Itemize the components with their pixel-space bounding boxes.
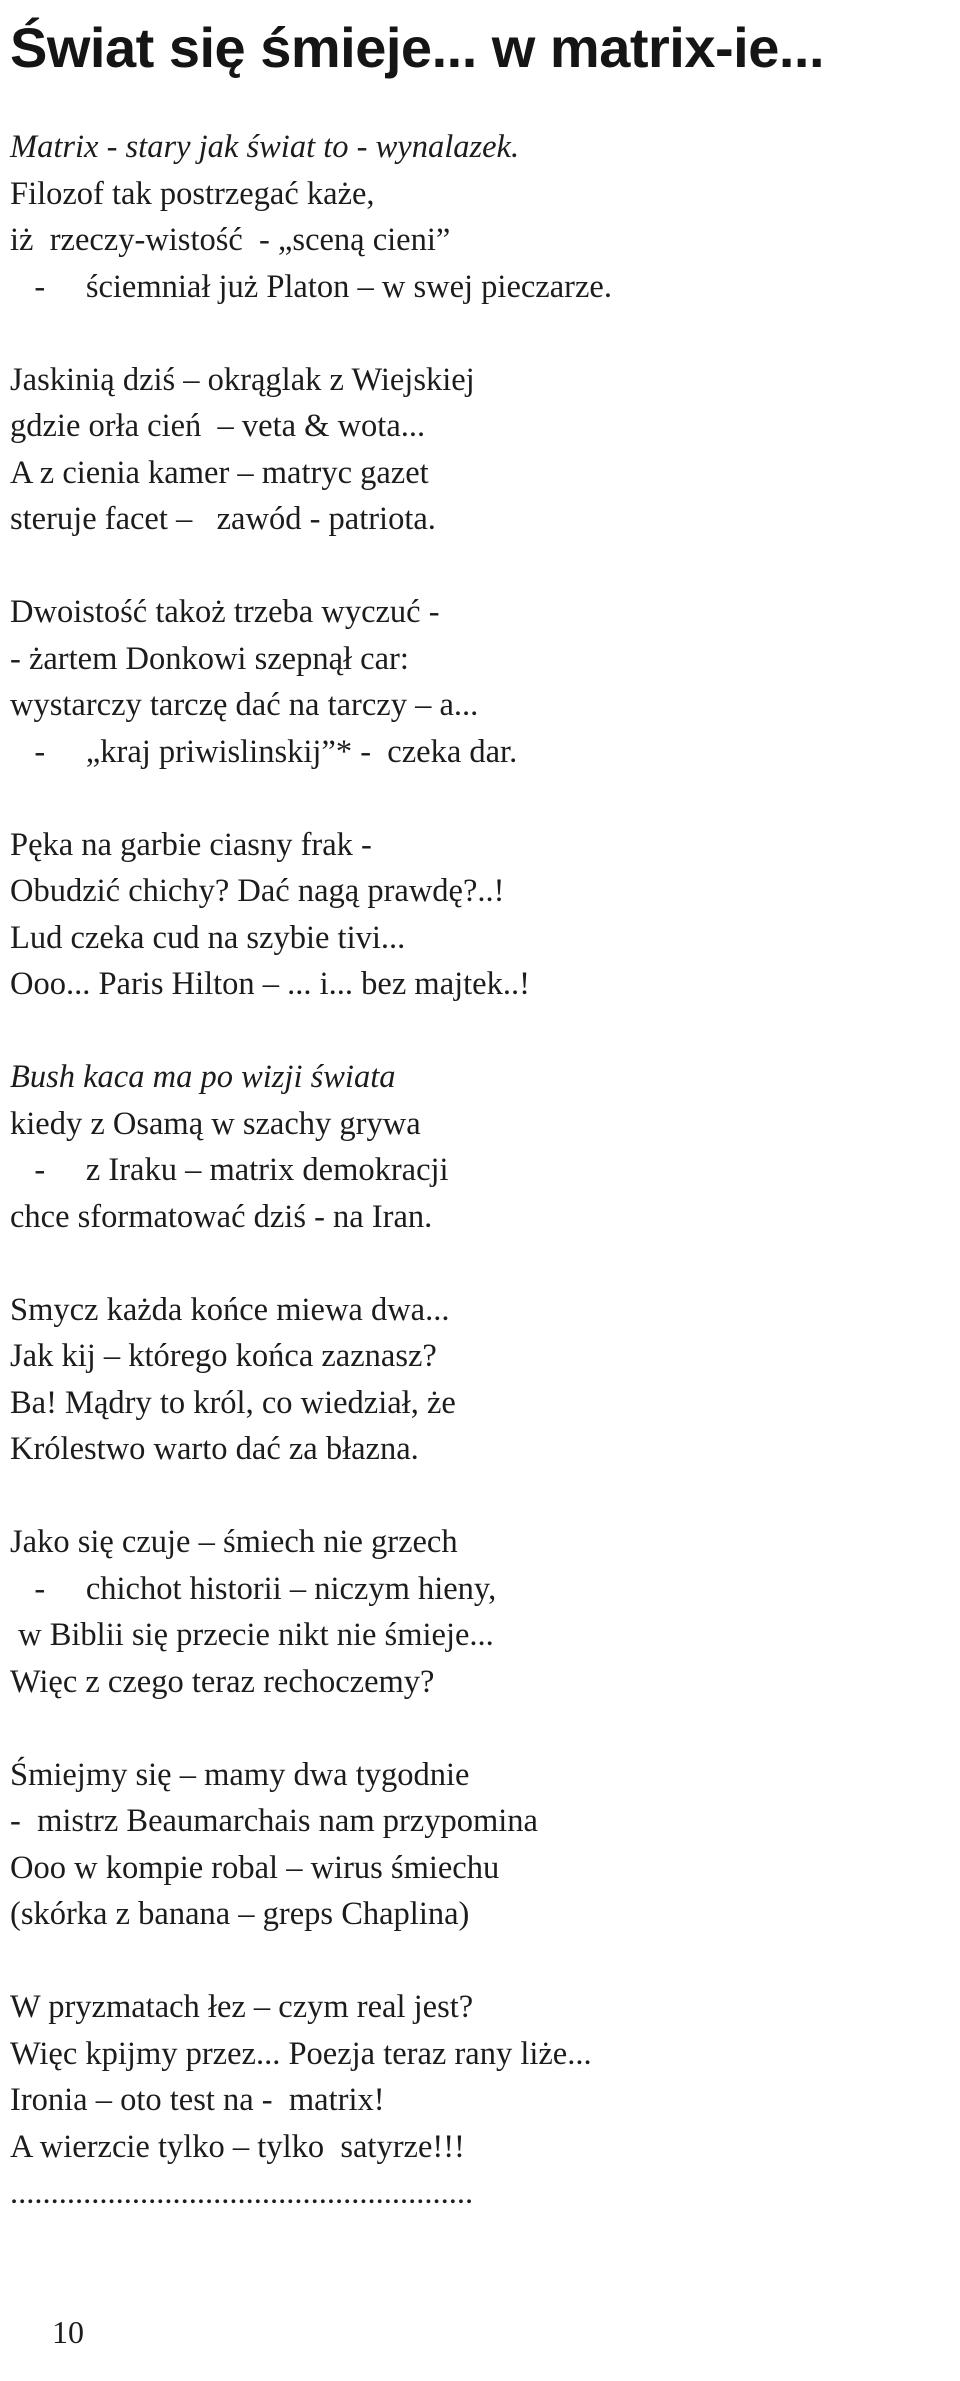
poem-line: steruje facet – zawód - patriota.: [10, 501, 436, 537]
poem-line: - „kraj priwislinskij”* - czeka dar.: [10, 733, 518, 770]
stanza: [10, 124, 940, 310]
poem-line: - mistrz Beaumarchais nam przypomina: [10, 1803, 538, 1839]
poem-line: iż rzeczy-wistość - „sceną cieni”: [10, 222, 451, 258]
stanza: [10, 1054, 940, 1240]
dotted-line: .........................................................: [10, 2175, 474, 2211]
poem-line: Jako się czuje – śmiech nie grzech: [10, 1524, 458, 1560]
poem-title: Świat się śmieje... w matrix-ie...: [10, 16, 825, 79]
poem-line: Filozof tak postrzegać każe,: [10, 175, 375, 212]
stanza: [10, 1984, 940, 2217]
poem-line: Dwoistość takoż trzeba wyczuć -: [10, 594, 440, 630]
poem-line: Smycz każda końce miewa dwa...: [10, 1291, 450, 1328]
poem-line: - chichot historii – niczym hieny,: [10, 1570, 497, 1607]
poem-line: Ooo w kompie robal – wirus śmiechu: [10, 1849, 500, 1886]
stanza: [10, 357, 940, 543]
poem-line: kiedy z Osamą w szachy grywa: [10, 1105, 421, 1142]
stanza: [10, 822, 940, 1008]
page-number: 10: [52, 2314, 84, 2350]
poem-line: gdzie orła cień – veta & wota...: [10, 408, 426, 444]
stanza: [10, 1752, 940, 1938]
poem-line: - z Iraku – matrix demokracji: [10, 1152, 449, 1188]
poem-line: - żartem Donkowi szepnął car:: [10, 640, 409, 677]
poem-line: Ironia – oto test na - matrix!: [10, 2082, 385, 2118]
poem-line: A z cienia kamer – matryc gazet: [10, 454, 429, 491]
poem-line: Ba! Mądry to król, co wiedział, że: [10, 1384, 456, 1421]
poem-line: - ściemniał już Platon – w swej pieczarze.: [10, 268, 612, 305]
poem-line: Jak kij – którego końca zaznasz?: [10, 1338, 437, 1374]
poem-line: w Biblii się przecie nikt nie śmieje...: [10, 1617, 494, 1653]
poem-line: Obudzić chichy? Dać nagą prawdę?..!: [10, 873, 505, 909]
poem-line: Więc z czego teraz rechoczemy?: [10, 1663, 435, 1700]
poem-line: W pryzmatach łez – czym real jest?: [10, 1989, 474, 2025]
stanza: [10, 1519, 940, 1705]
poem-line: Królestwo warto dać za błazna.: [10, 1431, 419, 1467]
poem-line: wystarczy tarczę dać na tarczy – a...: [10, 687, 479, 723]
poem-line: Pęka na garbie ciasny frak -: [10, 826, 372, 863]
poem-line: Ooo... Paris Hilton – ... i... bez majtek..!: [10, 966, 530, 1002]
poem-line: Śmiejmy się – mamy dwa tygodnie: [10, 1756, 470, 1793]
poem-line: (skórka z banana – greps Chaplina): [10, 1896, 470, 1932]
poem-line: Więc kpijmy przez... Poezja teraz rany liże...: [10, 2035, 592, 2072]
poem-line: A wierzcie tylko – tylko satyrze!!!: [10, 2128, 465, 2165]
poem-line: Bush kaca ma po wizji świata: [10, 1059, 396, 1095]
poem-line: Lud czeka cud na szybie tivi...: [10, 919, 406, 956]
stanza: [10, 1287, 940, 1473]
poem-line: Jaskinią dziś – okrąglak z Wiejskiej: [10, 361, 475, 398]
poem-line: Matrix - stary jak świat to - wynalazek.: [10, 129, 520, 165]
poem-line: chce sformatować dziś - na Iran.: [10, 1198, 433, 1235]
stanza: [10, 589, 940, 775]
poem-body: [10, 124, 940, 2263]
